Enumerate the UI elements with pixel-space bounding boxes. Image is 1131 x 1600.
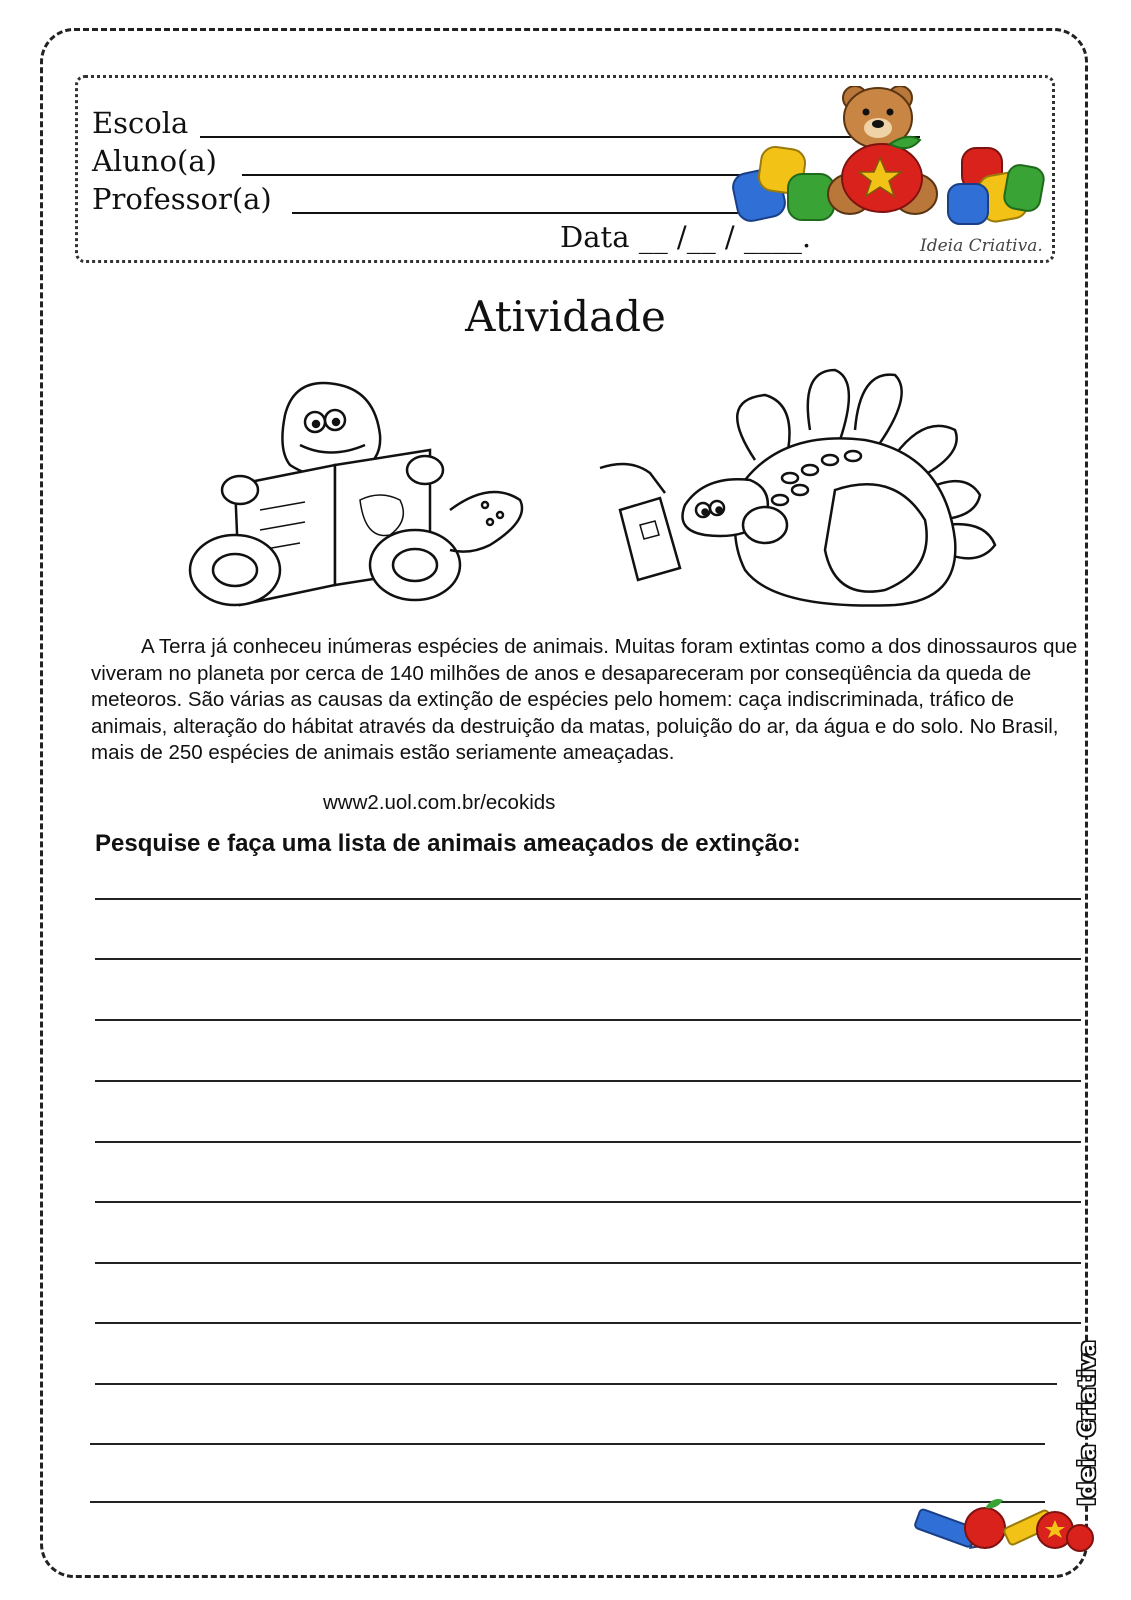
student-line[interactable] [242, 174, 762, 176]
teddy-bear-abc-icon [730, 86, 1050, 236]
answer-line-4[interactable] [95, 1080, 1081, 1082]
student-field [92, 144, 217, 178]
answer-line-3[interactable] [95, 1019, 1081, 1021]
teacher-field [92, 182, 272, 216]
answer-line-8[interactable] [95, 1322, 1081, 1324]
dinosaur-reading-icon [595, 360, 1025, 610]
answer-line-1[interactable] [95, 898, 1081, 900]
answer-line-11[interactable] [90, 1501, 1045, 1503]
answer-line-7[interactable] [95, 1262, 1081, 1264]
paragraph-text: A Terra já conheceu inúmeras espécies de animais. Muitas foram extintas como a dos dinossauros que viveram no planeta por cerca de 140 milhões de anos e desapareceram por conseqüência da queda de meteoros. São várias as causas da extinção de espécies pelo homem: caça indiscriminada, tráfico de animais, alteração do hábitat através da destruição da matas, poluição do ar, da água e do solo. No Brasil, mais de 250 espécies de animais estão seriamente ameaçadas. [91, 635, 1078, 764]
answer-line-5[interactable] [95, 1141, 1081, 1143]
pencils-apples-icon [905, 1490, 1095, 1560]
source-link[interactable]: www2.uol.com.br/ecokids [323, 791, 556, 814]
instruction-text: Pesquise e faça uma lista de animais ameaçados de extinção: [95, 830, 801, 857]
student-label: Aluno(a) [92, 144, 217, 178]
date-field: Data __ /__ / ____. [560, 220, 812, 254]
answer-line-10[interactable] [90, 1443, 1045, 1445]
side-brand-text: Ideia Criativa [1075, 1339, 1101, 1506]
answer-line-2[interactable] [95, 958, 1081, 960]
answer-line-9[interactable] [95, 1383, 1057, 1385]
teacher-label: Professor(a) [92, 182, 272, 216]
info-paragraph [91, 634, 1081, 767]
side-brand-vertical [1070, 1339, 1106, 1506]
teacher-line[interactable] [292, 212, 742, 214]
brand-signature: Ideia Criativa. [920, 236, 1043, 256]
crocodile-reading-icon [185, 370, 525, 610]
page-title: Atividade [465, 292, 666, 341]
school-label: Escola [92, 106, 189, 140]
answer-line-6[interactable] [95, 1201, 1081, 1203]
school-field [92, 106, 188, 140]
